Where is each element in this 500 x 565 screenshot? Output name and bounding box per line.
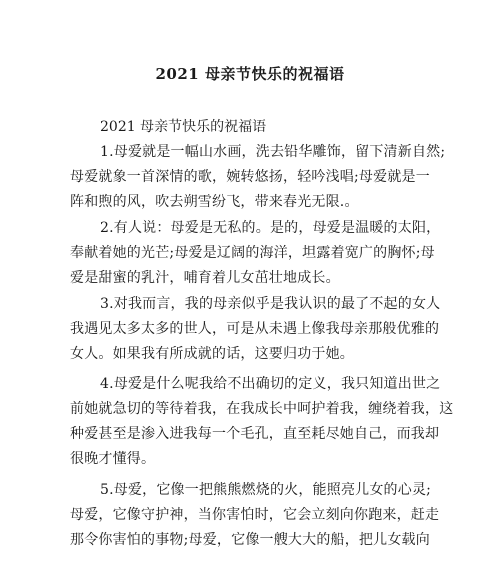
paragraph-1	[70, 140, 446, 215]
paragraph-4	[70, 372, 454, 472]
paragraph-5	[70, 478, 440, 553]
paragraph-line: 母爱，它像守护神，当你害怕时，它会立刻向你跑来，赶走	[70, 507, 440, 523]
paragraph-line: 5.母爱，它像一把熊熊燃烧的火，能照亮儿女的心灵;	[100, 482, 432, 498]
document-subtitle: 2021 母亲节快乐的祝福语	[100, 119, 267, 135]
paragraph-line: 那令你害怕的事物;母爱，它像一艘大大的船，把儿女载向	[70, 532, 430, 548]
paragraph-line: 我遇见太多太多的世人，可是从未遇上像我母亲那般优雅的	[70, 321, 440, 337]
paragraph-line: 前她就急切的等待着我，在我成长中呵护着我，缠绕着我，这	[70, 401, 454, 417]
paragraph-line: 母爱就象一首深情的歌，婉转悠扬，轻吟浅唱;母爱就是一	[70, 169, 430, 185]
document-title: 2021 母亲节快乐的祝福语	[155, 65, 345, 83]
paragraph-line: 种爱甚至是渗入进我每一个毛孔，直至耗尽她自己，而我却	[70, 426, 440, 442]
paragraph-line: 奉献着她的光芒;母爱是辽阔的海洋，坦露着宽广的胸怀;母	[70, 245, 435, 261]
paragraph-line: 阵和煦的风，吹去朔雪纷飞，带来春光无限.。	[70, 194, 359, 210]
paragraph-line: 爱是甜蜜的乳汁，哺育着儿女茁壮地成长。	[70, 270, 340, 286]
paragraph-line: 2.有人说：母爱是无私的。是的，母爱是温暖的太阳，	[100, 220, 441, 236]
paragraph-line: 1.母爱就是一幅山水画，洗去铅华雕饰，留下清新自然;	[100, 144, 446, 160]
paragraph-line: 3.对我而言，我的母亲似乎是我认识的最了不起的女人	[100, 296, 441, 312]
paragraph-line: 女人。如果我有所成就的话，这要归功于她。	[70, 346, 354, 362]
paragraph-line: 很晚才懂得。	[70, 451, 156, 467]
paragraph-2	[70, 216, 440, 291]
paragraph-line: 4.母爱是什么呢我给不出确切的定义，我只知道出世之	[100, 376, 441, 392]
paragraph-3	[70, 292, 440, 367]
